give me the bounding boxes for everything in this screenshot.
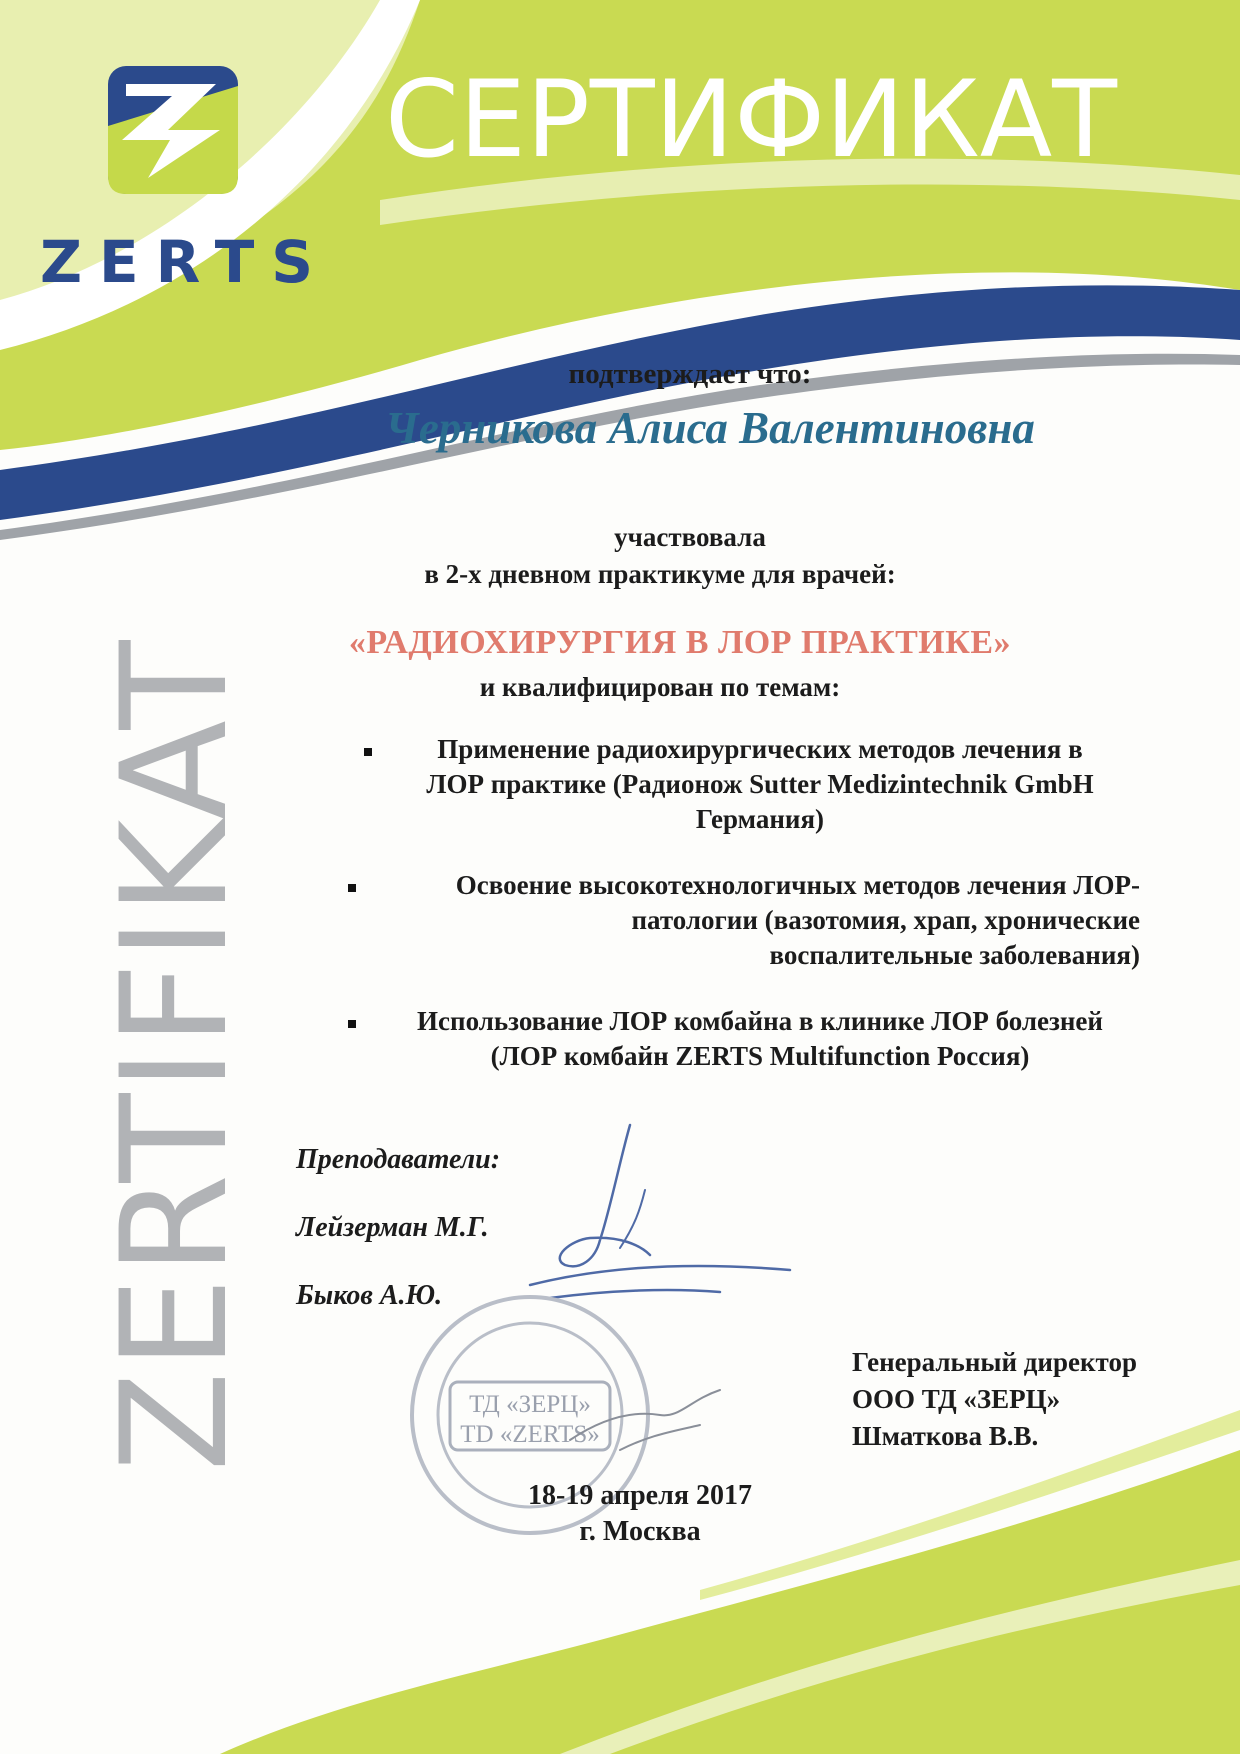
teacher-name: Быков А.Ю. [296,1280,443,1311]
topic-line: Германия) [695,804,825,834]
topic-item [380,1004,1140,1074]
date-block [420,1478,860,1550]
topic-line: Освоение высокотехнологичных методов лечения ЛОР- [455,870,1140,900]
teacher-signature-icon [470,1120,810,1310]
director-title: Генеральный директор [852,1347,1137,1377]
topic-item [380,868,1140,973]
topic-line: Использование ЛОР комбайна в клинике ЛОР болезней [417,1006,1103,1036]
recipient-name: Черникова Алиса Валентиновна [385,403,1035,453]
zerts-logo-icon [108,66,238,194]
certificate-title: СЕРТИФИКАТ [385,58,1118,181]
event-date: 18-19 апреля 2017 [528,1480,752,1511]
bullet-icon [364,748,372,756]
bullet-icon [348,884,356,892]
confirms-text: подтверждает что: [568,358,812,390]
topic-line: патологии (вазотомия, храп, хронические [631,905,1140,935]
teacher-name: Лейзерман М.Г. [296,1212,489,1243]
logo-text: ZERTS [40,228,331,296]
course-title: «РАДИОХИРУРГИЯ В ЛОР ПРАКТИКЕ» [348,624,1012,661]
teachers-label: Преподаватели: [296,1144,501,1175]
director-block [852,1344,1182,1455]
practicum-text: в 2-х дневном практикуме для врачей: [424,559,896,589]
director-company: ООО ТД «ЗЕРЦ» [852,1384,1061,1414]
topic-line: (ЛОР комбайн ZERTS Multifunction Россия) [490,1041,1030,1071]
topic-line: Применение радиохирургических методов лечения в [437,734,1083,764]
qualified-text: и квалифицирован по темам: [479,672,841,702]
director-name: Шматкова В.В. [852,1421,1039,1451]
event-city: г. Москва [579,1516,701,1547]
topic-line: воспалительные заболевания) [769,940,1140,970]
stamp-line: TD «ZERTS» [460,1421,600,1448]
director-signature-icon [560,1380,740,1460]
topic-item [380,732,1140,837]
stamp-line: ТД «ЗЕРЦ» [469,1391,591,1418]
participated-text: участвовала [614,522,766,552]
bullet-icon [348,1020,356,1028]
side-title: ZERTIFIKAT [90,638,260,1472]
topic-line: ЛОР практике (Радионож Sutter Medizintechnik GmbH [426,769,1094,799]
